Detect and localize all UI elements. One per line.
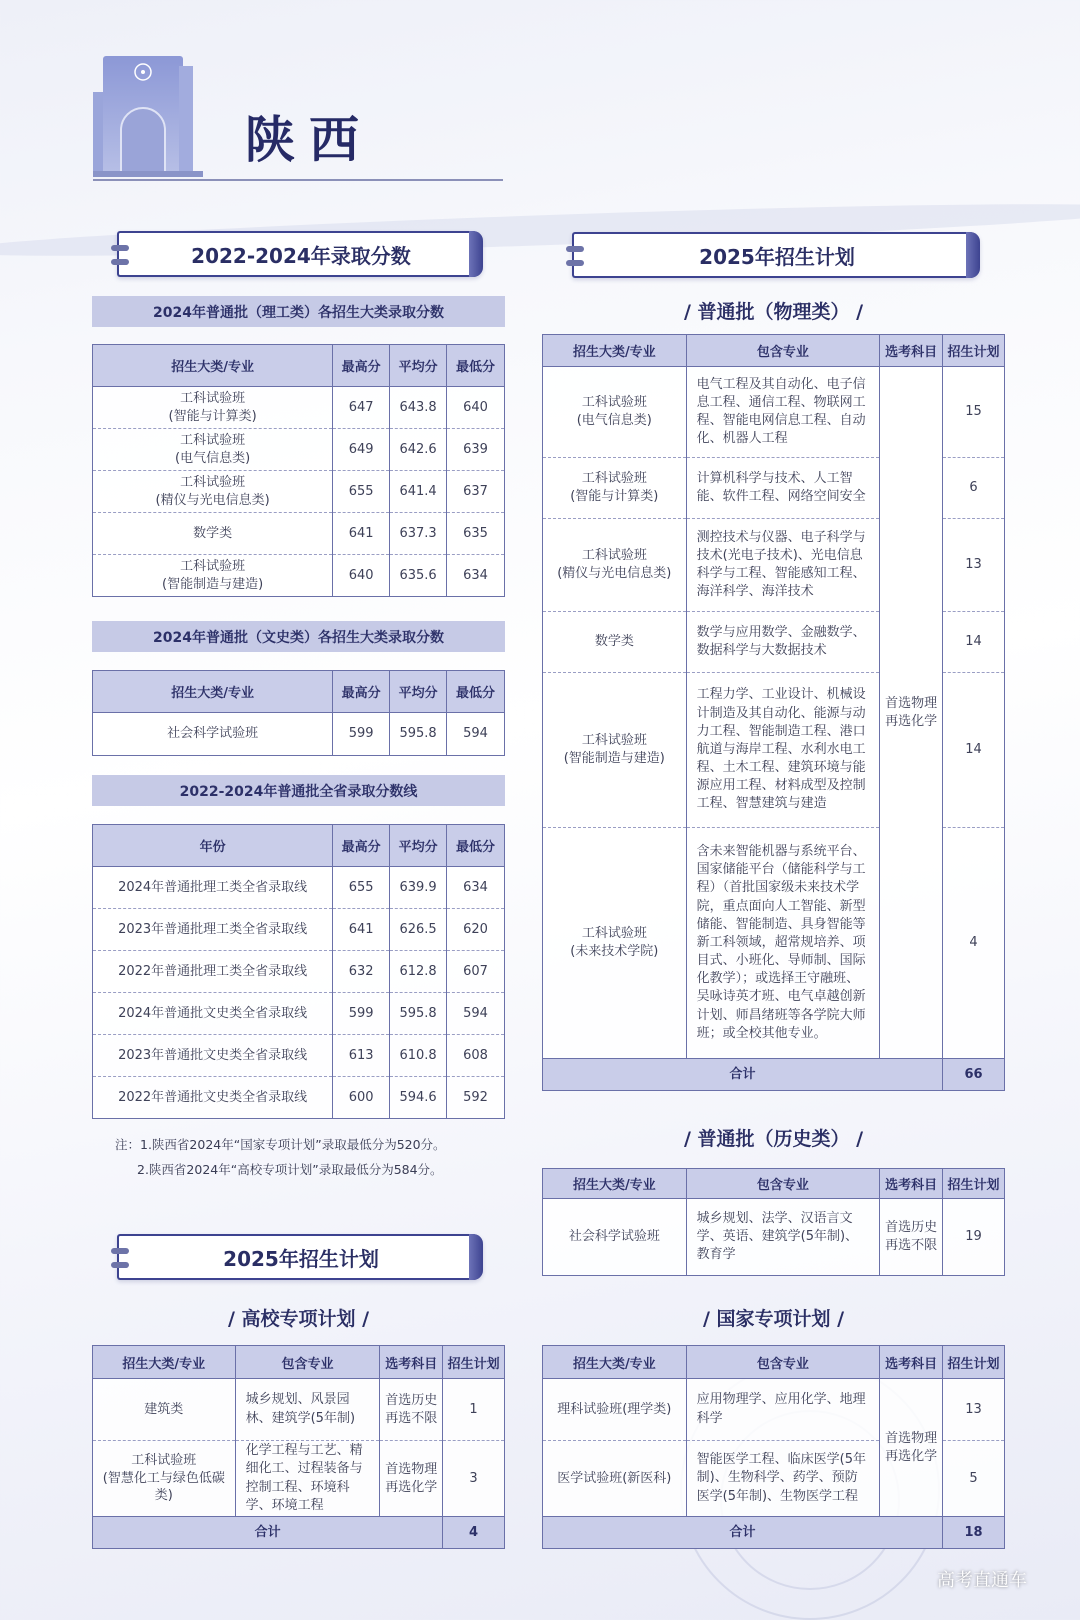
category-cell: 工科试验班 (电气信息类) <box>543 367 687 458</box>
table-row <box>93 429 505 471</box>
avg-score-cell: 642.6 <box>390 429 447 471</box>
category-cell: 2024年普通批理工类全省录取线 <box>93 867 333 909</box>
max-score-cell: 599 <box>333 713 390 756</box>
category-cell: 工科试验班 (智能制造与建造) <box>543 673 687 828</box>
subject-cell: 首选历史 再选不限 <box>380 1379 443 1441</box>
max-score-cell: 649 <box>333 429 390 471</box>
avg-score-cell: 612.8 <box>390 951 447 993</box>
total-value: 18 <box>943 1517 1005 1549</box>
category-cell: 医学试验班(新医科) <box>543 1441 687 1517</box>
table-row <box>93 387 505 429</box>
total-label: 合计 <box>543 1517 943 1549</box>
category-cell: 2023年普通批文史类全省录取线 <box>93 1035 333 1077</box>
major-cell: 电气工程及其自动化、电子信息工程、通信工程、物联网工程、智能电网信息工程、自动化、机器人工程 <box>686 367 880 458</box>
column-header: 选考科目 <box>380 1346 443 1379</box>
total-value: 66 <box>943 1059 1005 1091</box>
column-header: 包含专业 <box>235 1346 380 1379</box>
column-header: 招生计划 <box>943 1346 1005 1379</box>
page-title: 陕西 <box>245 111 373 169</box>
section-heading: / 国家专项计划 / <box>702 1308 845 1330</box>
table-header-row <box>543 1346 1005 1379</box>
min-score-cell: 640 <box>447 387 505 429</box>
category-cell: 工科试验班 (未来技术学院) <box>543 828 687 1059</box>
min-score-cell: 639 <box>447 429 505 471</box>
score-table-title: 2024年普通批（理工类）各招生大类录取分数 <box>92 296 505 327</box>
column-header: 包含专业 <box>686 1169 880 1199</box>
column-header: 招生计划 <box>943 1169 1005 1199</box>
table-row <box>543 1199 1005 1276</box>
avg-score-cell: 595.8 <box>390 993 447 1035</box>
category-cell: 数学类 <box>93 513 333 555</box>
column-header: 最高分 <box>333 671 390 713</box>
major-cell: 含未来智能机器与系统平台、国家储能平台（储能科学与工程）（首批国家级未来技术学院，重点面向人工智能、新型储能、智能制造、具身智能等新工科领域，超常规培养、项目式、小班化、导师制、国际化教学）；或选择王守融班、吴咏诗英才班、电气卓越创新计划、师昌绪班等各学院大师班；或全校其他专业。 <box>686 828 880 1059</box>
column-header: 招生计划 <box>943 335 1005 367</box>
min-score-cell: 607 <box>447 951 505 993</box>
plan-cell: 3 <box>443 1441 505 1517</box>
column-header: 招生大类/专业 <box>543 1169 687 1199</box>
data-table <box>542 334 1005 1091</box>
table-header-row <box>93 1346 505 1379</box>
watermark: 高考直通车 <box>937 1570 1027 1591</box>
plan-cell: 1 <box>443 1379 505 1441</box>
major-cell: 数学与应用数学、金融数学、数据科学与大数据技术 <box>686 612 880 673</box>
max-score-cell: 600 <box>333 1077 390 1119</box>
major-cell: 应用物理学、应用化学、地理科学 <box>686 1379 880 1441</box>
section-heading: / 普通批（物理类） / <box>683 301 864 323</box>
column-header: 招生计划 <box>443 1346 505 1379</box>
avg-score-cell: 610.8 <box>390 1035 447 1077</box>
max-score-cell: 641 <box>333 513 390 555</box>
table-header-row <box>93 345 505 387</box>
min-score-cell: 634 <box>447 867 505 909</box>
table-total-row <box>543 1517 1005 1549</box>
data-table <box>542 1345 1005 1549</box>
column-header: 平均分 <box>390 671 447 713</box>
data-table <box>542 1168 1005 1276</box>
major-cell: 工程力学、工业设计、机械设计制造及其自动化、能源与动力工程、智能制造工程、港口航道与海岸工程、水利水电工程、土木工程、建筑环境与能源应用工程、材料成型及控制工程、智慧建筑与建造 <box>686 673 880 828</box>
data-table <box>92 344 505 597</box>
column-header: 选考科目 <box>880 1169 943 1199</box>
score-table-title: 2024年普通批（文史类）各招生大类录取分数 <box>92 621 505 652</box>
column-header: 平均分 <box>390 345 447 387</box>
column-header: 最高分 <box>333 825 390 867</box>
data-table <box>92 1345 505 1549</box>
major-cell: 城乡规划、风景园林、建筑学(5年制) <box>235 1379 380 1441</box>
column-header: 招生大类/专业 <box>543 1346 687 1379</box>
major-cell: 测控技术与仪器、电子科学与技术(光电子技术)、光电信息科学与工程、智能感知工程、海洋科学、海洋技术 <box>686 519 880 612</box>
note-1: 注：1.陕西省2024年“国家专项计划”录取最低分为520分。 <box>115 1137 446 1152</box>
table-row <box>93 555 505 597</box>
total-label: 合计 <box>93 1517 443 1549</box>
note-2: 2.陕西省2024年“高校专项计划”录取最低分为584分。 <box>137 1162 443 1177</box>
avg-score-cell: 637.3 <box>390 513 447 555</box>
min-score-cell: 594 <box>447 993 505 1035</box>
category-cell: 工科试验班 (智慧化工与绿色低碳类) <box>93 1441 236 1517</box>
banner-label: 2025年招生计划 <box>699 244 855 269</box>
table-header-row <box>93 825 505 867</box>
column-header: 招生大类/专业 <box>93 345 333 387</box>
column-header: 平均分 <box>390 825 447 867</box>
score-table-title: 2022-2024年普通批全省录取分数线 <box>92 775 505 806</box>
subject-cell: 首选物理 再选化学 <box>880 1379 943 1517</box>
table-row <box>93 909 505 951</box>
major-cell: 智能医学工程、临床医学(5年制)、生物科学、药学、预防医学(5年制)、生物医学工程 <box>686 1441 880 1517</box>
table-row <box>93 867 505 909</box>
avg-score-cell: 635.6 <box>390 555 447 597</box>
category-cell: 2023年普通批理工类全省录取线 <box>93 909 333 951</box>
category-cell: 工科试验班 (智能与计算类) <box>93 387 333 429</box>
table-row <box>93 951 505 993</box>
banner-plan-right <box>572 232 980 278</box>
plan-cell: 13 <box>943 519 1005 612</box>
subject-cell: 首选物理 再选化学 <box>380 1441 443 1517</box>
section-heading: / 普通批（历史类） / <box>683 1128 864 1150</box>
avg-score-cell: 595.8 <box>390 713 447 756</box>
data-table <box>92 670 505 756</box>
table-row <box>93 1379 505 1441</box>
university-gate-icon <box>93 52 203 180</box>
section-heading: / 高校专项计划 / <box>227 1308 370 1330</box>
total-label: 合计 <box>543 1059 943 1091</box>
category-cell: 理科试验班(理学类) <box>543 1379 687 1441</box>
column-header: 最低分 <box>447 825 505 867</box>
table-row <box>543 1379 1005 1441</box>
plan-cell: 15 <box>943 367 1005 458</box>
category-cell: 数学类 <box>543 612 687 673</box>
table-total-row <box>93 1517 505 1549</box>
banner-scores <box>117 231 483 277</box>
notes <box>115 1132 446 1182</box>
major-cell: 计算机科学与技术、人工智能、软件工程、网络空间安全 <box>686 458 880 519</box>
banner-label: 2025年招生计划 <box>223 1246 379 1271</box>
min-score-cell: 637 <box>447 471 505 513</box>
plan-cell: 4 <box>943 828 1005 1059</box>
category-cell: 2024年普通批文史类全省录取线 <box>93 993 333 1035</box>
subject-cell: 首选历史 再选不限 <box>880 1199 943 1276</box>
table-header-row <box>93 671 505 713</box>
table-header-row <box>543 1169 1005 1199</box>
column-header: 最低分 <box>447 345 505 387</box>
subject-cell: 首选物理 再选化学 <box>880 367 943 1059</box>
table-row <box>93 471 505 513</box>
column-header: 招生大类/专业 <box>93 1346 236 1379</box>
category-cell: 工科试验班 (精仪与光电信息类) <box>543 519 687 612</box>
table-header-row <box>543 335 1005 367</box>
max-score-cell: 613 <box>333 1035 390 1077</box>
plan-cell: 6 <box>943 458 1005 519</box>
avg-score-cell: 643.8 <box>390 387 447 429</box>
column-header: 招生大类/专业 <box>93 671 333 713</box>
column-header: 包含专业 <box>686 1346 880 1379</box>
avg-score-cell: 594.6 <box>390 1077 447 1119</box>
min-score-cell: 635 <box>447 513 505 555</box>
min-score-cell: 620 <box>447 909 505 951</box>
data-table <box>92 824 505 1119</box>
total-value: 4 <box>443 1517 505 1549</box>
max-score-cell: 655 <box>333 867 390 909</box>
min-score-cell: 634 <box>447 555 505 597</box>
table-row <box>93 713 505 756</box>
column-header: 选考科目 <box>880 1346 943 1379</box>
min-score-cell: 594 <box>447 713 505 756</box>
avg-score-cell: 639.9 <box>390 867 447 909</box>
category-cell: 工科试验班 (精仪与光电信息类) <box>93 471 333 513</box>
column-header: 包含专业 <box>686 335 880 367</box>
max-score-cell: 655 <box>333 471 390 513</box>
category-cell: 社会科学试验班 <box>543 1199 687 1276</box>
max-score-cell: 641 <box>333 909 390 951</box>
min-score-cell: 592 <box>447 1077 505 1119</box>
title-divider <box>93 179 503 181</box>
table-row <box>93 1077 505 1119</box>
plan-cell: 14 <box>943 673 1005 828</box>
column-header: 选考科目 <box>880 335 943 367</box>
category-cell: 建筑类 <box>93 1379 236 1441</box>
avg-score-cell: 641.4 <box>390 471 447 513</box>
table-row <box>93 1441 505 1517</box>
column-header: 最低分 <box>447 671 505 713</box>
min-score-cell: 608 <box>447 1035 505 1077</box>
banner-plan-left <box>117 1234 483 1280</box>
max-score-cell: 647 <box>333 387 390 429</box>
max-score-cell: 599 <box>333 993 390 1035</box>
major-cell: 化学工程与工艺、精细化工、过程装备与控制工程、环境科学、环境工程 <box>235 1441 380 1517</box>
category-cell: 工科试验班 (电气信息类) <box>93 429 333 471</box>
major-cell: 城乡规划、法学、汉语言文学、英语、建筑学(5年制)、教育学 <box>686 1199 880 1276</box>
column-header: 年份 <box>93 825 333 867</box>
category-cell: 社会科学试验班 <box>93 713 333 756</box>
avg-score-cell: 626.5 <box>390 909 447 951</box>
plan-cell: 13 <box>943 1379 1005 1441</box>
category-cell: 工科试验班 (智能制造与建造) <box>93 555 333 597</box>
category-cell: 工科试验班 (智能与计算类) <box>543 458 687 519</box>
max-score-cell: 632 <box>333 951 390 993</box>
category-cell: 2022年普通批理工类全省录取线 <box>93 951 333 993</box>
plan-cell: 5 <box>943 1441 1005 1517</box>
column-header: 招生大类/专业 <box>543 335 687 367</box>
table-row <box>93 993 505 1035</box>
category-cell: 2022年普通批文史类全省录取线 <box>93 1077 333 1119</box>
max-score-cell: 640 <box>333 555 390 597</box>
table-row <box>93 513 505 555</box>
column-header: 最高分 <box>333 345 390 387</box>
table-total-row <box>543 1059 1005 1091</box>
plan-cell: 19 <box>943 1199 1005 1276</box>
table-row <box>93 1035 505 1077</box>
table-row <box>543 367 1005 458</box>
plan-cell: 14 <box>943 612 1005 673</box>
banner-label: 2022-2024年录取分数 <box>191 243 411 268</box>
